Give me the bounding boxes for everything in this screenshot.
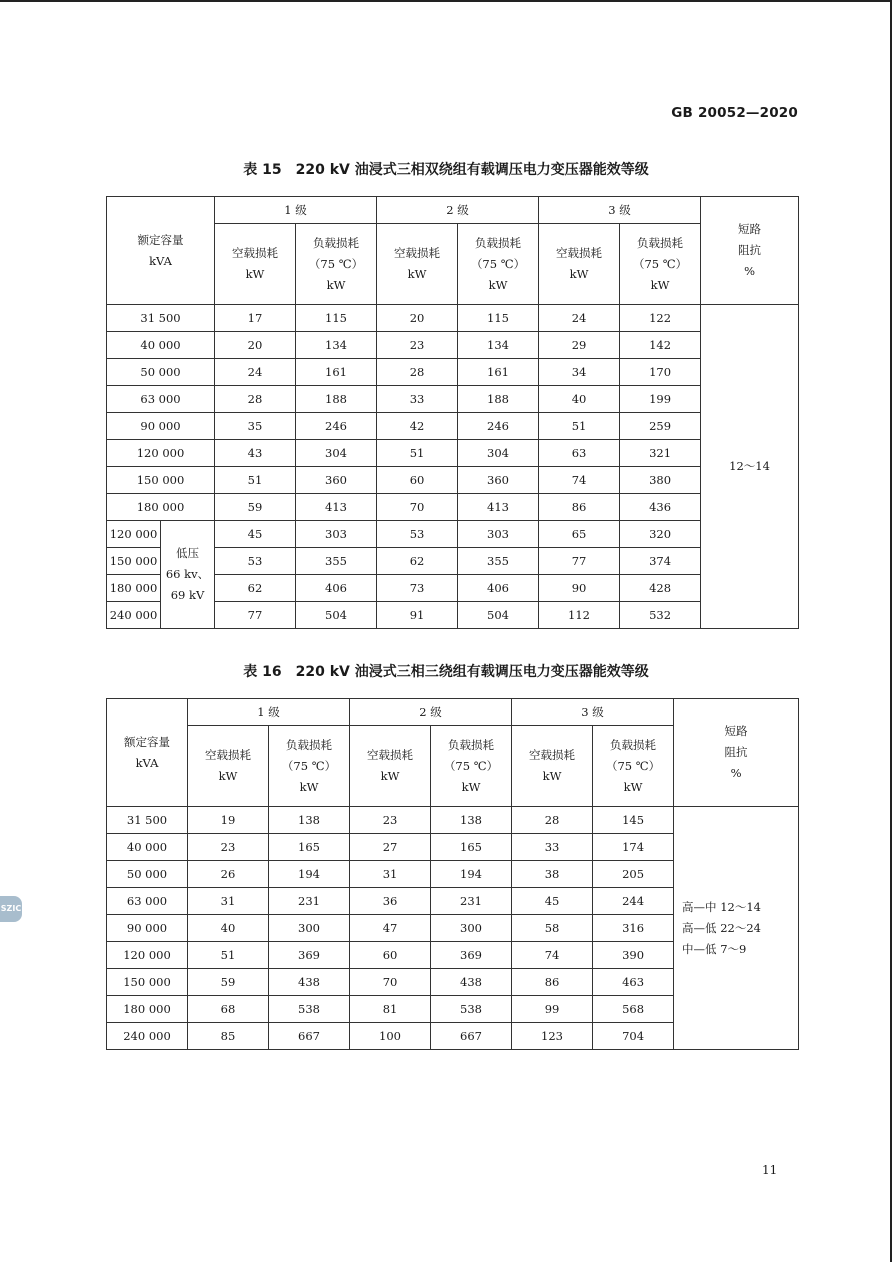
noload-loss-header: 空载损耗 kW xyxy=(512,726,593,807)
value-cell: 231 xyxy=(269,888,350,915)
low-voltage-label: 低压 66 kv、 69 kV xyxy=(161,521,215,629)
capacity-cell: 40 000 xyxy=(107,834,188,861)
value-cell: 47 xyxy=(350,915,431,942)
value-cell: 74 xyxy=(539,467,620,494)
value-cell: 380 xyxy=(620,467,701,494)
value-cell: 31 xyxy=(350,861,431,888)
value-cell: 20 xyxy=(215,332,296,359)
value-cell: 51 xyxy=(377,440,458,467)
capacity-cell: 240 000 xyxy=(107,602,161,629)
value-cell: 231 xyxy=(431,888,512,915)
value-cell: 23 xyxy=(188,834,269,861)
value-cell: 29 xyxy=(539,332,620,359)
impedance-header: 短路 阻抗 % xyxy=(674,699,799,807)
table-row xyxy=(107,494,799,521)
capacity-cell: 31 500 xyxy=(107,807,188,834)
value-cell: 244 xyxy=(593,888,674,915)
value-cell: 74 xyxy=(512,942,593,969)
value-cell: 51 xyxy=(539,413,620,440)
value-cell: 304 xyxy=(296,440,377,467)
value-cell: 51 xyxy=(188,942,269,969)
value-cell: 413 xyxy=(296,494,377,521)
load-loss-header: 负载损耗 （75 ℃） kW xyxy=(296,224,377,305)
value-cell: 60 xyxy=(377,467,458,494)
noload-loss-header: 空载损耗 kW xyxy=(215,224,296,305)
value-cell: 53 xyxy=(377,521,458,548)
load-loss-header: 负载损耗 （75 ℃） kW xyxy=(458,224,539,305)
value-cell: 24 xyxy=(539,305,620,332)
value-cell: 33 xyxy=(512,834,593,861)
value-cell: 538 xyxy=(269,996,350,1023)
value-cell: 33 xyxy=(377,386,458,413)
value-cell: 45 xyxy=(215,521,296,548)
capacity-header: 额定容量 kVA xyxy=(107,197,215,305)
grade-1-header: 1 级 xyxy=(188,699,350,726)
value-cell: 115 xyxy=(296,305,377,332)
capacity-cell: 50 000 xyxy=(107,861,188,888)
table16 xyxy=(106,698,799,1050)
value-cell: 436 xyxy=(620,494,701,521)
value-cell: 60 xyxy=(350,942,431,969)
value-cell: 112 xyxy=(539,602,620,629)
value-cell: 40 xyxy=(539,386,620,413)
value-cell: 390 xyxy=(593,942,674,969)
value-cell: 532 xyxy=(620,602,701,629)
value-cell: 188 xyxy=(296,386,377,413)
capacity-cell: 180 000 xyxy=(107,575,161,602)
value-cell: 85 xyxy=(188,1023,269,1050)
value-cell: 51 xyxy=(215,467,296,494)
capacity-cell: 120 000 xyxy=(107,440,215,467)
value-cell: 205 xyxy=(593,861,674,888)
table15-caption xyxy=(0,159,892,179)
load-loss-header: 负载损耗 （75 ℃） kW xyxy=(620,224,701,305)
value-cell: 53 xyxy=(215,548,296,575)
value-cell: 138 xyxy=(269,807,350,834)
value-cell: 65 xyxy=(539,521,620,548)
value-cell: 174 xyxy=(593,834,674,861)
table-row xyxy=(107,521,799,548)
load-loss-header: 负载损耗 （75 ℃） kW xyxy=(431,726,512,807)
load-loss-header: 负载损耗 （75 ℃） kW xyxy=(269,726,350,807)
value-cell: 23 xyxy=(350,807,431,834)
value-cell: 188 xyxy=(458,386,539,413)
value-cell: 406 xyxy=(458,575,539,602)
value-cell: 59 xyxy=(215,494,296,521)
value-cell: 504 xyxy=(458,602,539,629)
capacity-cell: 31 500 xyxy=(107,305,215,332)
value-cell: 463 xyxy=(593,969,674,996)
value-cell: 73 xyxy=(377,575,458,602)
value-cell: 17 xyxy=(215,305,296,332)
value-cell: 38 xyxy=(512,861,593,888)
grade-1-header: 1 级 xyxy=(215,197,377,224)
watermark-logo: SZIC xyxy=(0,896,22,922)
value-cell: 704 xyxy=(593,1023,674,1050)
value-cell: 504 xyxy=(296,602,377,629)
value-cell: 145 xyxy=(593,807,674,834)
value-cell: 68 xyxy=(188,996,269,1023)
noload-loss-header: 空载损耗 kW xyxy=(350,726,431,807)
table-row xyxy=(107,413,799,440)
value-cell: 134 xyxy=(296,332,377,359)
value-cell: 99 xyxy=(512,996,593,1023)
page-number: 11 xyxy=(762,1163,778,1177)
value-cell: 42 xyxy=(377,413,458,440)
value-cell: 142 xyxy=(620,332,701,359)
value-cell: 161 xyxy=(458,359,539,386)
value-cell: 360 xyxy=(458,467,539,494)
table-row xyxy=(107,440,799,467)
capacity-cell: 150 000 xyxy=(107,969,188,996)
value-cell: 165 xyxy=(431,834,512,861)
value-cell: 374 xyxy=(620,548,701,575)
load-loss-header: 负载损耗 （75 ℃） kW xyxy=(593,726,674,807)
value-cell: 355 xyxy=(458,548,539,575)
table-row xyxy=(107,807,799,834)
value-cell: 320 xyxy=(620,521,701,548)
value-cell: 77 xyxy=(539,548,620,575)
value-cell: 81 xyxy=(350,996,431,1023)
value-cell: 31 xyxy=(188,888,269,915)
capacity-cell: 63 000 xyxy=(107,888,188,915)
value-cell: 304 xyxy=(458,440,539,467)
value-cell: 170 xyxy=(620,359,701,386)
grade-3-header: 3 级 xyxy=(512,699,674,726)
value-cell: 58 xyxy=(512,915,593,942)
capacity-cell: 150 000 xyxy=(107,467,215,494)
value-cell: 303 xyxy=(296,521,377,548)
value-cell: 259 xyxy=(620,413,701,440)
value-cell: 406 xyxy=(296,575,377,602)
value-cell: 20 xyxy=(377,305,458,332)
value-cell: 360 xyxy=(296,467,377,494)
value-cell: 91 xyxy=(377,602,458,629)
value-cell: 138 xyxy=(431,807,512,834)
value-cell: 303 xyxy=(458,521,539,548)
value-cell: 369 xyxy=(431,942,512,969)
value-cell: 438 xyxy=(431,969,512,996)
value-cell: 568 xyxy=(593,996,674,1023)
value-cell: 194 xyxy=(431,861,512,888)
impedance-values: 高—中 12～14 高—低 22～24 中—低 7～9 xyxy=(674,807,799,1050)
value-cell: 77 xyxy=(215,602,296,629)
value-cell: 86 xyxy=(512,969,593,996)
value-cell: 63 xyxy=(539,440,620,467)
noload-loss-header: 空载损耗 kW xyxy=(539,224,620,305)
noload-loss-header: 空载损耗 kW xyxy=(188,726,269,807)
value-cell: 316 xyxy=(593,915,674,942)
grade-2-header: 2 级 xyxy=(350,699,512,726)
value-cell: 246 xyxy=(458,413,539,440)
value-cell: 161 xyxy=(296,359,377,386)
value-cell: 34 xyxy=(539,359,620,386)
value-cell: 62 xyxy=(377,548,458,575)
capacity-header: 额定容量 kVA xyxy=(107,699,188,807)
top-border-line xyxy=(0,0,892,2)
table15-caption-title: 220 kV 油浸式三相双绕组有载调压电力变压器能效等级 xyxy=(295,162,649,178)
value-cell: 28 xyxy=(215,386,296,413)
table-row xyxy=(107,332,799,359)
value-cell: 538 xyxy=(431,996,512,1023)
value-cell: 43 xyxy=(215,440,296,467)
table-row xyxy=(107,305,799,332)
value-cell: 134 xyxy=(458,332,539,359)
value-cell: 59 xyxy=(188,969,269,996)
value-cell: 115 xyxy=(458,305,539,332)
table-row xyxy=(107,467,799,494)
value-cell: 321 xyxy=(620,440,701,467)
grade-2-header: 2 级 xyxy=(377,197,539,224)
table-row xyxy=(107,386,799,413)
value-cell: 100 xyxy=(350,1023,431,1050)
value-cell: 70 xyxy=(350,969,431,996)
value-cell: 62 xyxy=(215,575,296,602)
capacity-cell: 50 000 xyxy=(107,359,215,386)
value-cell: 35 xyxy=(215,413,296,440)
capacity-cell: 180 000 xyxy=(107,494,215,521)
value-cell: 246 xyxy=(296,413,377,440)
capacity-cell: 120 000 xyxy=(107,521,161,548)
table16-caption xyxy=(0,661,892,681)
value-cell: 369 xyxy=(269,942,350,969)
value-cell: 438 xyxy=(269,969,350,996)
value-cell: 90 xyxy=(539,575,620,602)
value-cell: 123 xyxy=(512,1023,593,1050)
noload-loss-header: 空载损耗 kW xyxy=(377,224,458,305)
value-cell: 27 xyxy=(350,834,431,861)
table16-caption-number: 表 16 xyxy=(243,664,282,680)
impedance-header: 短路 阻抗 % xyxy=(701,197,799,305)
table-row xyxy=(107,359,799,386)
table16-caption-title: 220 kV 油浸式三相三绕组有载调压电力变压器能效等级 xyxy=(295,664,649,680)
capacity-cell: 150 000 xyxy=(107,548,161,575)
grade-3-header: 3 级 xyxy=(539,197,701,224)
table15 xyxy=(106,196,799,629)
value-cell: 36 xyxy=(350,888,431,915)
value-cell: 40 xyxy=(188,915,269,942)
value-cell: 28 xyxy=(512,807,593,834)
value-cell: 413 xyxy=(458,494,539,521)
capacity-cell: 90 000 xyxy=(107,915,188,942)
impedance-value: 12～14 xyxy=(701,305,799,629)
value-cell: 300 xyxy=(269,915,350,942)
value-cell: 24 xyxy=(215,359,296,386)
value-cell: 667 xyxy=(431,1023,512,1050)
capacity-cell: 240 000 xyxy=(107,1023,188,1050)
value-cell: 165 xyxy=(269,834,350,861)
capacity-cell: 180 000 xyxy=(107,996,188,1023)
value-cell: 300 xyxy=(431,915,512,942)
table15-caption-number: 表 15 xyxy=(243,162,282,178)
value-cell: 26 xyxy=(188,861,269,888)
standard-code: GB 20052—2020 xyxy=(671,105,798,121)
value-cell: 428 xyxy=(620,575,701,602)
value-cell: 86 xyxy=(539,494,620,521)
capacity-cell: 63 000 xyxy=(107,386,215,413)
value-cell: 23 xyxy=(377,332,458,359)
capacity-cell: 120 000 xyxy=(107,942,188,969)
capacity-cell: 90 000 xyxy=(107,413,215,440)
value-cell: 667 xyxy=(269,1023,350,1050)
value-cell: 122 xyxy=(620,305,701,332)
value-cell: 45 xyxy=(512,888,593,915)
value-cell: 194 xyxy=(269,861,350,888)
value-cell: 28 xyxy=(377,359,458,386)
value-cell: 70 xyxy=(377,494,458,521)
value-cell: 19 xyxy=(188,807,269,834)
value-cell: 199 xyxy=(620,386,701,413)
value-cell: 355 xyxy=(296,548,377,575)
capacity-cell: 40 000 xyxy=(107,332,215,359)
